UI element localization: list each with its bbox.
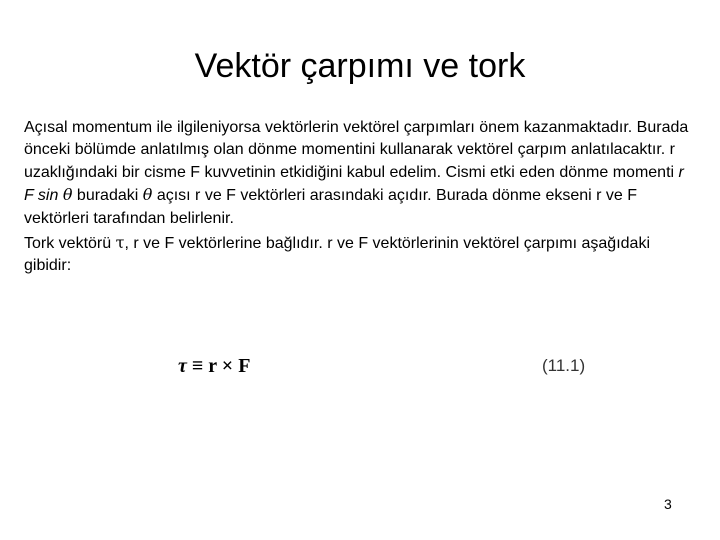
paragraph-2-end: , r ve F vektörlerine bağlıdır. r ve F vektörlerinin vektörel çarpımı aşağıdaki gibidir: — [24, 235, 650, 275]
slide-title: Vektör çarpımı ve tork — [194, 47, 526, 85]
paragraph-1-text: Açısal momentum ile ilgileniyorsa vektörlerin vektörel çarpımları önem kazanmaktadır. Burada önceki bölümde anlatılmış olan dönme momentini kullanarak vektörel çarpım anlatılacaktır. r uzaklığındaki bir cisme F kuvvetinin etkidiğini kabul edelim. Cismi etki eden dönme momenti — [24, 119, 689, 181]
page-number: 3 — [664, 496, 672, 512]
theta-symbol-2: θ — [142, 185, 153, 205]
torque-formula: r F sin — [24, 163, 684, 205]
theta-symbol: θ — [62, 185, 73, 205]
paragraph-1-middle: buradaki — [72, 187, 143, 205]
equation-tau: τ — [178, 355, 187, 377]
paragraph-2-start: Tork vektörü — [24, 235, 116, 253]
equation-expression — [178, 354, 250, 378]
equation-rhs: ≡ r × F — [186, 355, 251, 377]
equation-number: (11.1) — [542, 356, 586, 375]
slide-body — [24, 117, 692, 278]
tau-symbol: τ — [115, 233, 125, 253]
paragraph-angular-momentum — [24, 117, 692, 230]
paragraph-1-end: açısı r ve F vektörleri arasındaki açıdır. Burada dönme ekseni r ve F vektörleri tarafından belirlenir. — [24, 187, 638, 227]
cross-product-equation — [178, 354, 598, 378]
paragraph-torque-vector — [24, 232, 692, 278]
